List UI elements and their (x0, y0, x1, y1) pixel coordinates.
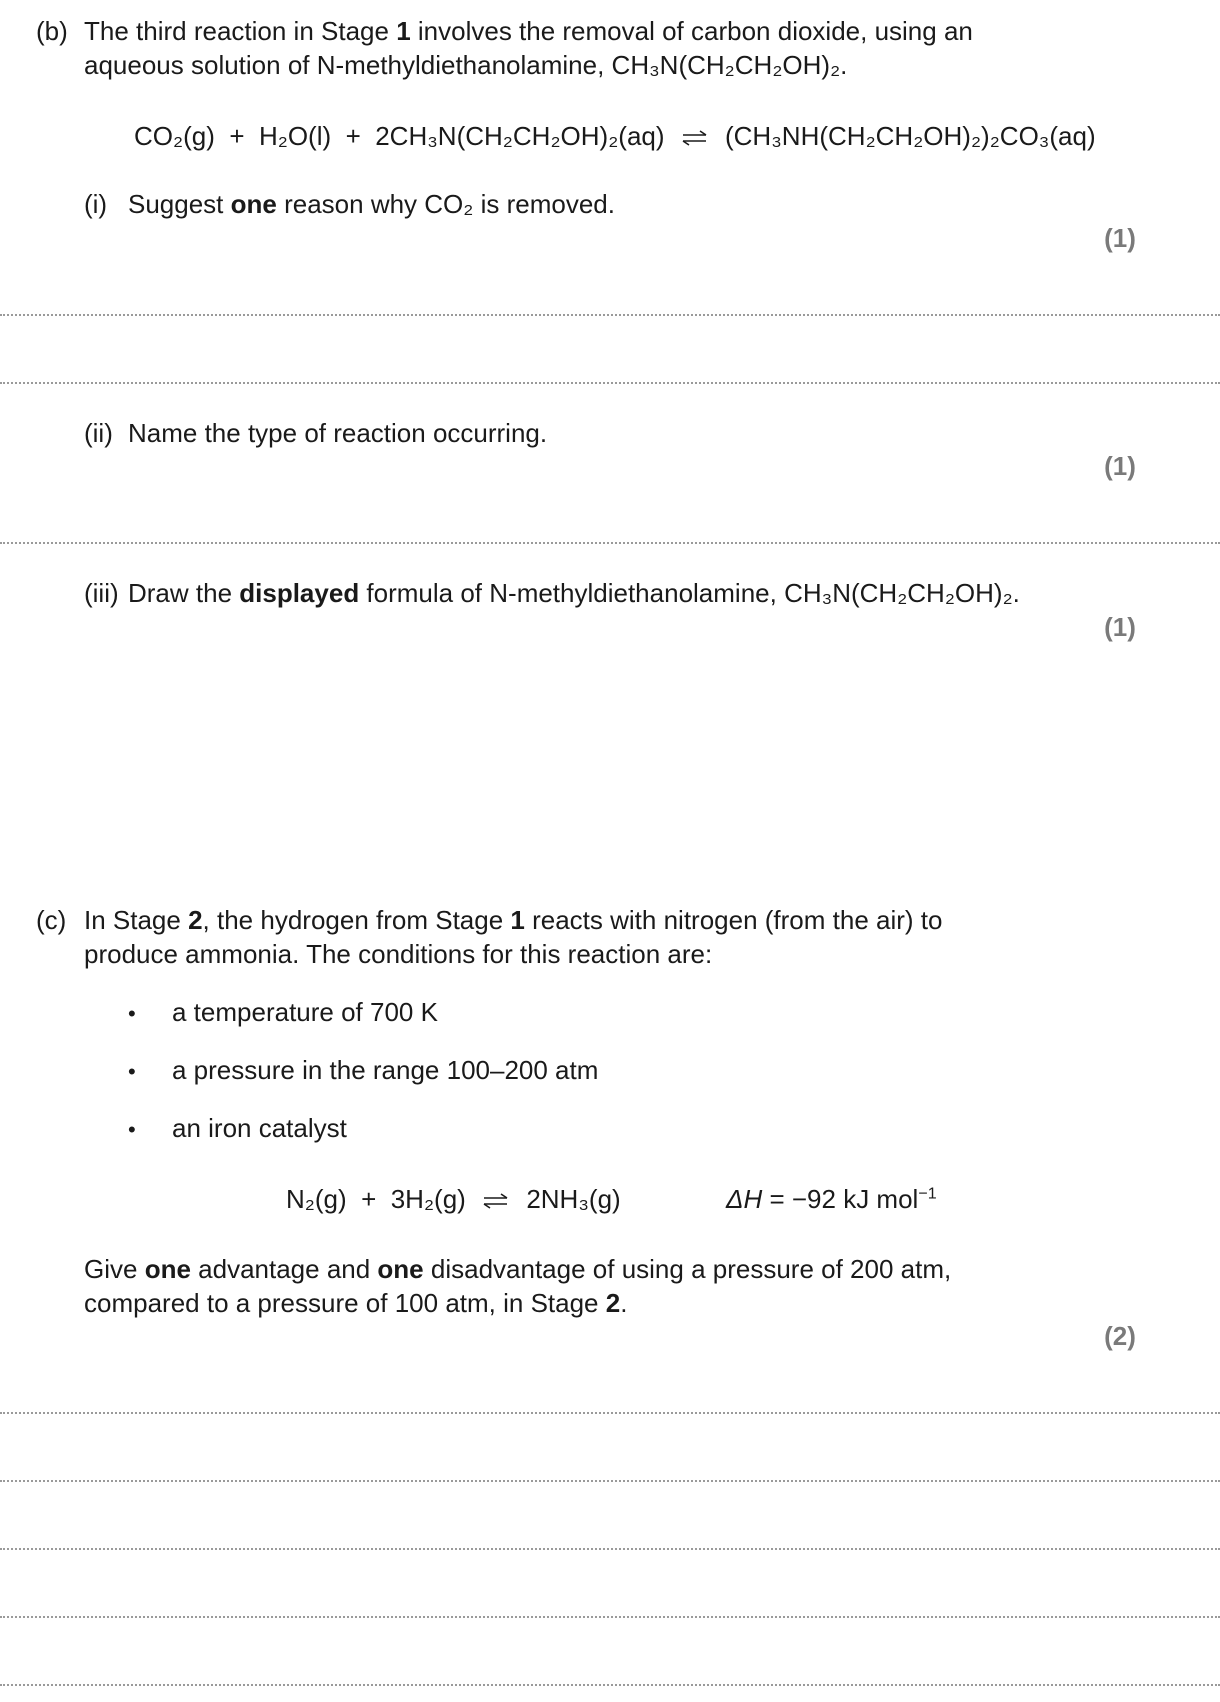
question-c-mid: advantage and (190, 1254, 378, 1284)
question-b-iii-label: (iii) (84, 578, 119, 608)
enthalpy-change (726, 1183, 937, 1216)
part-b-equation (134, 120, 1096, 153)
drawing-area-b-iii[interactable] (84, 660, 1084, 880)
question-c-line2 (84, 1287, 627, 1320)
condition-catalyst: an iron catalyst (172, 1113, 347, 1143)
bullet-icon: • (128, 1001, 136, 1026)
enthalpy-exponent: −1 (918, 1184, 937, 1203)
question-c-pre: Give (84, 1254, 145, 1284)
answer-line-c-1[interactable] (0, 1412, 1220, 1414)
question-b-i-bold: one (230, 189, 277, 219)
part-c-intro-line2: produce ammonia. The conditions for this reaction are: (84, 939, 713, 969)
part-b-label: (b) (36, 16, 68, 46)
question-c-bold1: one (144, 1254, 191, 1284)
question-b-iii-pre: Draw the (128, 578, 240, 608)
part-c-stage2: 2 (188, 905, 203, 935)
enthalpy-symbol: ΔH (726, 1184, 763, 1214)
question-c-post: disadvantage of using a pressure of 200 atm, (423, 1254, 952, 1284)
question-b-ii-text: Name the type of reaction occurring. (128, 418, 548, 448)
condition-pressure: a pressure in the range 100–200 atm (172, 1055, 599, 1085)
answer-line-b-i-1[interactable] (0, 314, 1220, 316)
question-c-line1 (84, 1253, 951, 1286)
question-b-i-marks: (1) (1104, 223, 1136, 253)
question-c-line2-post: . (620, 1288, 628, 1318)
question-b-i-label: (i) (84, 189, 108, 219)
answer-line-c-2[interactable] (0, 1480, 1220, 1482)
part-b-intro-post: involves the removal of carbon dioxide, using an (410, 16, 973, 46)
answer-line-c-3[interactable] (0, 1548, 1220, 1550)
question-c-marks: (2) (1104, 1321, 1136, 1351)
condition-temperature: a temperature of 700 K (172, 997, 438, 1027)
question-b-iii-marks: (1) (1104, 612, 1136, 642)
answer-line-b-ii[interactable] (0, 542, 1220, 544)
part-b-intro-pre: The third reaction in Stage (84, 16, 397, 46)
part-c-equation-right: 2NH₃(g) (526, 1184, 621, 1214)
question-b-i-text (128, 188, 615, 221)
part-c-equation (286, 1183, 621, 1216)
question-b-ii-label: (ii) (84, 418, 113, 448)
question-c-bold2: one (377, 1254, 424, 1284)
part-c-intro-post: reacts with nitrogen (from the air) to (524, 905, 943, 935)
question-b-iii-post: formula of N-methyldiethanolamine, CH₃N(CH₂CH₂OH)₂. (359, 578, 1020, 608)
part-c-intro-pre: In Stage (84, 905, 189, 935)
equilibrium-arrow-icon (483, 1193, 509, 1209)
part-c-intro-mid: , the hydrogen from Stage (202, 905, 511, 935)
equilibrium-arrow-icon (682, 130, 708, 146)
question-b-ii-marks: (1) (1104, 451, 1136, 481)
part-c-intro-line1 (84, 904, 942, 937)
part-b-stage-number: 1 (396, 16, 411, 46)
enthalpy-value: = −92 kJ mol (762, 1184, 919, 1214)
part-c-equation-left: N₂(g) + 3H₂(g) (286, 1184, 466, 1214)
question-b-iii-text (128, 577, 1020, 610)
part-c-stage1: 1 (510, 905, 525, 935)
question-b-i-post: reason why CO₂ is removed. (276, 189, 615, 219)
part-b-intro-line1 (84, 15, 973, 48)
question-c-line2-bold: 2 (605, 1288, 621, 1318)
answer-line-b-i-2[interactable] (0, 382, 1220, 384)
part-b-equation-right: (CH₃NH(CH₂CH₂OH)₂)₂CO₃(aq) (725, 121, 1096, 151)
question-c-line2-pre: compared to a pressure of 100 atm, in Stage (84, 1288, 606, 1318)
answer-line-c-5[interactable] (0, 1684, 1220, 1686)
answer-line-c-4[interactable] (0, 1616, 1220, 1618)
question-b-i-pre: Suggest (128, 189, 231, 219)
part-b-equation-left: CO₂(g) + H₂O(l) + 2CH₃N(CH₂CH₂OH)₂(aq) (134, 121, 665, 151)
question-b-iii-bold: displayed (239, 578, 360, 608)
bullet-icon: • (128, 1059, 136, 1084)
bullet-icon: • (128, 1117, 136, 1142)
part-c-label: (c) (36, 905, 67, 935)
part-b-intro-line2: aqueous solution of N-methyldiethanolamine, CH₃N(CH₂CH₂OH)₂. (84, 50, 848, 80)
